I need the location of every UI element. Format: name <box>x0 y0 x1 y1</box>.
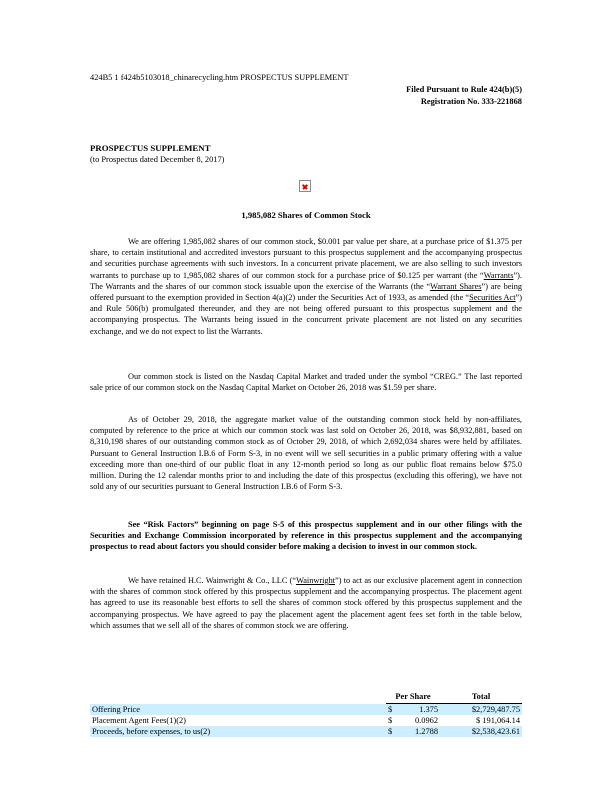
currency-symbol: $ <box>386 704 400 716</box>
currency-symbol: $ <box>388 716 393 725</box>
broken-image-icon <box>299 180 311 192</box>
warrants-link: Warrants <box>483 270 514 280</box>
table-row <box>90 715 522 726</box>
risk-factors-paragraph: See “Risk Factors” beginning on page S-5 of this prospectus supplement and in our other filings with the Securities and Exchange Commission incorporated by reference in this prospectus supplement and the accompanying prospectus to read about factors you should consider before making a decision to invest in our common stock. <box>90 520 522 552</box>
total-value: $2,538,423.61 <box>440 726 522 737</box>
placement-agent-paragraph: We have retained H.C. Wainwright & Co., LLC (“Wainwright”) to act as our exclusive placement agent in connection with the shares of common stock offered by this prospectus supplement and the accompanying prospectus. The placement agent has agreed to use its reasonable best efforts to sell the shares of common stock offered by this prospectus supplement and the accompanying prospectus. We have agreed to pay the placement agent the placement agent fees set forth in the table below, which assumes that we sell all of the shares of common stock we are offering. <box>90 576 522 630</box>
securities-act-link: Securities Act <box>469 293 516 303</box>
per-share-value: 1.2788 <box>400 726 440 737</box>
offering-price-table <box>90 690 522 737</box>
offering-paragraph: We are offering 1,985,082 shares of our common stock, $0.001 par value per share, at a purchase price of $1.375 per share, to certain institutional and accredited investors pursuant to this prospectus supplement and the accompanying prospectus and securities purchase agreements with such investors. In a concurrent private placement, we are also selling to such investors warrants to purchase up to 1,985,082 shares of our common stock for a purchase price of $0.125 per warrant (the “Warrants”). The Warrants and the shares of our common stock issuable upon the exercise of the Warrants (the “Warrant Shares”) are being offered pursuant to the exemption provided in Section 4(a)(2) under the Securities Act of 1933, as amended (the “Securities Act”) and Rule 506(b) promulgated thereunder, and they are not being offered pursuant to this prospectus supplement and the accompanying prospectus. The Warrants being issued in the concurrent private placement are not listed on any securities exchange, and we do not expect to list the Warrants. <box>90 237 523 336</box>
per-share-header: Per Share <box>386 690 440 704</box>
table-row <box>90 726 522 737</box>
prospectus-supplement-subtitle: (to Prospectus dated December 8, 2017) <box>90 155 225 164</box>
per-share-value: 0.0962 <box>414 716 438 725</box>
total-value: $ 191,064.14 <box>476 716 520 725</box>
listing-paragraph: Our common stock is listed on the Nasdaq Capital Market and traded under the symbol “CREG.” The last reported sale price of our common stock on the Nasdaq Capital Market on October 26, 2018 was $1.59 per share. <box>90 372 522 393</box>
total-header: Total <box>440 690 522 704</box>
table-row <box>90 704 522 716</box>
row-label: Placement Agent Fees(1)(2) <box>92 716 186 725</box>
per-share-value: 1.375 <box>400 704 440 716</box>
filed-pursuant-line: Filed Pursuant to Rule 424(b)(5) <box>406 85 522 94</box>
market-value-paragraph: As of October 29, 2018, the aggregate market value of the outstanding common stock held by non-affiliates, computed by reference to the price at which our common stock was last sold on October 26, 2018, was $8,932,881, based on 8,310,198 shares of our outstanding common stock as of October 29, 2018, of which 2,692,034 shares were held by affiliates. Pursuant to General Instruction I.B.6 of Form S-3, in no event will we sell securities in a public primary offering with a value exceeding more than one-third of our public float in any 12-month period so long as our public float remains below $75.0 million. During the 12 calendar months prior to and including the date of this prospectus (excluding this offering), we have not sold any of our securities pursuant to General Instruction I.B.6 of Form S-3. <box>90 415 522 492</box>
filing-file-line: 424B5 1 f424b5103018_chinarecycling.htm PROSPECTUS SUPPLEMENT <box>90 73 349 82</box>
filing-header-right <box>406 84 522 108</box>
total-value: $2,729,487.75 <box>440 704 522 716</box>
registration-number: Registration No. 333-221868 <box>420 97 522 106</box>
offering-title: 1,985,082 Shares of Common Stock <box>241 210 371 220</box>
currency-symbol: $ <box>386 726 400 737</box>
wainwright-link: Wainwright <box>296 576 336 585</box>
warrant-shares-link: Warrant Shares <box>430 281 482 291</box>
row-label: Proceeds, before expenses, to us(2) <box>90 726 386 737</box>
row-label: Offering Price <box>90 704 386 716</box>
prospectus-supplement-title: PROSPECTUS SUPPLEMENT <box>90 143 211 153</box>
